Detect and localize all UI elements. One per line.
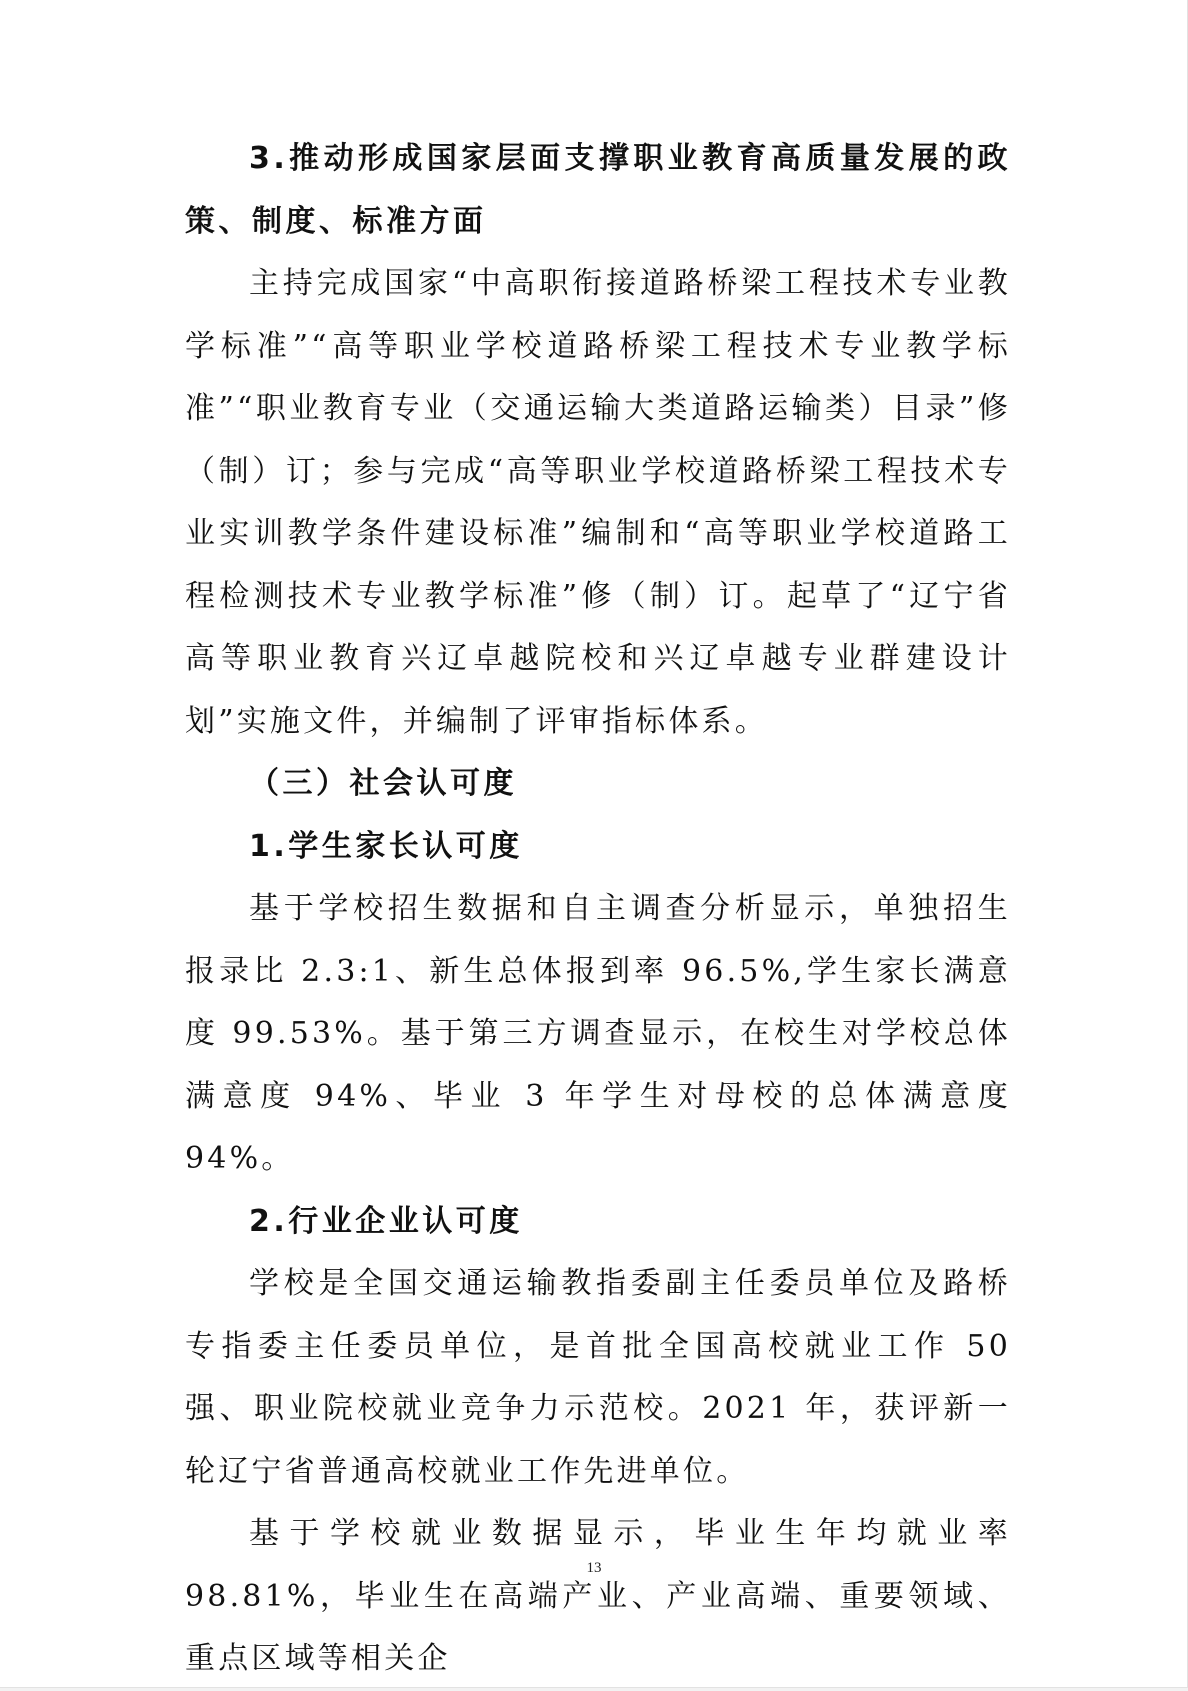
section-heading-social-recognition: （三）社会认可度 xyxy=(249,766,517,801)
paragraph-employment-data: 基于学校就业数据显示，毕业生年均就业率 98.81%，毕业生在高端产业、产业高端、重要领域、重点区域等相关企 xyxy=(185,1516,1011,1676)
page-number: 13 xyxy=(586,1560,602,1576)
paragraph-school-honors: 学校是全国交通运输教指委副主任委员单位及路桥专指委主任委员单位，是首批全国高校就业工作 50 强、职业院校就业竞争力示范校。2021 年，获评新一轮辽宁省普通高校就业工作先进单位。 xyxy=(185,1266,1011,1489)
paragraph-standards: 主持完成国家“中高职衔接道路桥梁工程技术专业教学标准”“高等职业学校道路桥梁工程技术专业教学标准”“职业教育专业（交通运输大类道路运输类）目录”修（制）订；参与完成“高等职业学校道路桥梁工程技术专业实训教学条件建设标准”编制和“高等职业学校道路工程检测技术专业教学标准”修（制）订。起草了“辽宁省高等职业教育兴辽卓越院校和兴辽卓越专业群建设计划”实施文件，并编制了评审指标体系。 xyxy=(185,266,1011,739)
paragraph-student-parent-satisfaction: 基于学校招生数据和自主调查分析显示，单独招生报录比 2.3:1、新生总体报到率 96.5%,学生家长满意度 99.53%。基于第三方调查显示，在校生对学校总体满意度 94%、毕业 3 年学生对母校的总体满意度 94%。 xyxy=(185,891,1011,1176)
subsection-heading-student-parent: 1.学生家长认可度 xyxy=(249,828,523,864)
subsection-heading-industry-enterprise: 2.行业企业认可度 xyxy=(249,1203,523,1239)
section-heading-policy-standards: 3.推动形成国家层面支撑职业教育高质量发展的政策、制度、标准方面 xyxy=(185,141,1011,239)
document-body xyxy=(185,128,1011,1691)
